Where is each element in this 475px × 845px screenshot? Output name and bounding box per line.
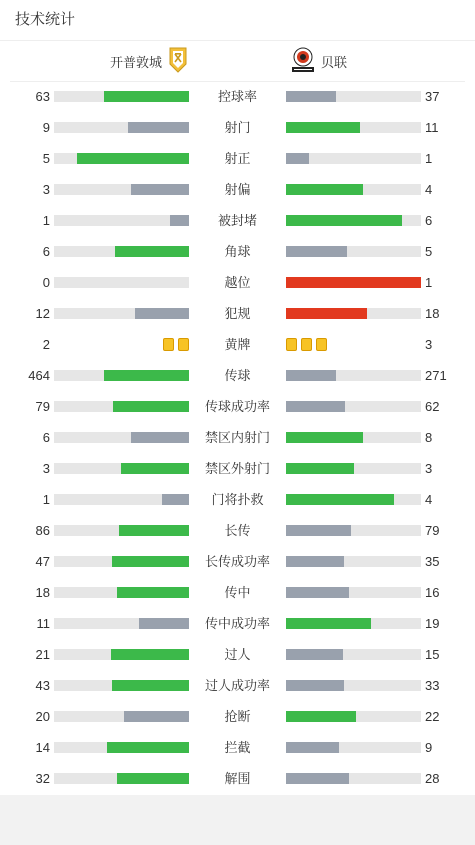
away-value: 28 (425, 771, 440, 786)
stat-row (0, 763, 475, 794)
home-value: 63 (35, 89, 50, 104)
home-bar (121, 463, 189, 474)
away-bar (286, 91, 336, 102)
away-bar (286, 711, 356, 722)
home-bar-track (54, 525, 189, 536)
stat-label: 射偏 (224, 182, 251, 197)
home-value: 5 (42, 151, 50, 166)
away-bar (286, 587, 349, 598)
home-bar-track (54, 587, 189, 598)
home-bar (107, 742, 189, 753)
away-value: 22 (425, 709, 440, 724)
home-bar-track (54, 91, 189, 102)
away-bar-track (286, 525, 421, 536)
home-value: 12 (35, 306, 50, 321)
yellow-card-icon (286, 338, 297, 351)
yellow-card-icon (316, 338, 327, 351)
away-bar (286, 153, 309, 164)
home-bar (170, 215, 189, 226)
home-bar (131, 184, 189, 195)
away-bar (286, 401, 345, 412)
away-bar-track (286, 649, 421, 660)
home-value: 21 (35, 647, 50, 662)
home-bar-track (54, 122, 189, 133)
away-team-name: 贝联 (321, 54, 348, 70)
home-value: 9 (42, 120, 50, 135)
home-bar (117, 773, 189, 784)
away-value: 35 (425, 554, 440, 569)
home-bar (119, 525, 189, 536)
away-value: 19 (425, 616, 440, 631)
stat-row (0, 174, 475, 205)
page-title: 技术统计 (15, 11, 76, 28)
home-bar-track (54, 556, 189, 567)
stat-label: 禁区内射门 (204, 430, 270, 445)
away-bar-track (286, 91, 421, 102)
home-bar (139, 618, 189, 629)
away-bar (286, 463, 354, 474)
stat-label: 拦截 (224, 740, 251, 755)
away-bar (286, 432, 363, 443)
stat-row (0, 112, 475, 143)
home-value: 86 (35, 523, 50, 538)
home-bar-track (54, 432, 189, 443)
stat-row (0, 391, 475, 422)
away-bar-track (286, 463, 421, 474)
home-bar (112, 680, 189, 691)
stat-row (0, 577, 475, 608)
away-value: 6 (425, 213, 433, 228)
stat-label: 射门 (224, 120, 251, 135)
stats-list (0, 81, 475, 794)
home-bar-track (54, 277, 189, 288)
home-value: 1 (42, 213, 50, 228)
away-value: 33 (425, 678, 440, 693)
away-bar-track (286, 711, 421, 722)
home-bar-track (54, 184, 189, 195)
away-value: 3 (425, 461, 433, 476)
away-bar-track (286, 246, 421, 257)
away-value: 5 (425, 244, 433, 259)
away-bar-track (286, 370, 421, 381)
home-value: 43 (35, 678, 50, 693)
away-yellow-cards (286, 338, 327, 351)
away-bar-track (286, 401, 421, 412)
home-value: 47 (35, 554, 50, 569)
home-value: 14 (35, 740, 50, 755)
away-bar (286, 277, 421, 288)
stat-label: 长传成功率 (204, 554, 270, 569)
home-bar (104, 91, 189, 102)
stat-row (0, 515, 475, 546)
home-bar-track (54, 742, 189, 753)
away-value: 8 (425, 430, 433, 445)
home-value: 0 (42, 275, 50, 290)
home-value: 2 (42, 337, 50, 352)
home-value: 18 (35, 585, 50, 600)
away-bar (286, 494, 394, 505)
home-value: 32 (35, 771, 50, 786)
away-value: 3 (425, 337, 433, 352)
home-value: 3 (42, 461, 50, 476)
home-bar-track (54, 711, 189, 722)
away-value: 1 (425, 275, 433, 290)
stat-label: 长传 (224, 523, 251, 538)
home-value: 3 (42, 182, 50, 197)
home-bar-track (54, 370, 189, 381)
away-bar-track (286, 308, 421, 319)
away-bar-track (286, 184, 421, 195)
home-bar (77, 153, 189, 164)
away-bar (286, 680, 344, 691)
home-bar (113, 401, 189, 412)
away-bar (286, 556, 344, 567)
away-bar (286, 773, 349, 784)
home-bar-track (54, 680, 189, 691)
away-value: 16 (425, 585, 440, 600)
away-bar-track (286, 618, 421, 629)
away-bar (286, 246, 347, 257)
away-value: 15 (425, 647, 440, 662)
home-team-name: 开普敦城 (109, 54, 162, 70)
stat-label: 控球率 (217, 89, 257, 104)
away-bar-track (286, 153, 421, 164)
stat-row (0, 732, 475, 763)
stat-row (0, 670, 475, 701)
home-value: 464 (28, 368, 50, 383)
away-bar-track (286, 587, 421, 598)
away-bar-track (286, 277, 421, 288)
home-bar (104, 370, 189, 381)
stat-label: 过人成功率 (204, 678, 270, 693)
cape-town-city-crest-icon (168, 47, 188, 76)
away-bar (286, 122, 360, 133)
home-bar (162, 494, 189, 505)
stat-label: 犯规 (224, 306, 251, 321)
belouizdad-crest-icon (291, 47, 315, 76)
home-bar (124, 711, 189, 722)
stat-row (0, 701, 475, 732)
away-value: 1 (425, 151, 433, 166)
home-value: 1 (42, 492, 50, 507)
away-value: 11 (425, 120, 439, 135)
home-bar (115, 246, 189, 257)
stat-label: 被封堵 (217, 213, 257, 228)
home-bar-track (54, 463, 189, 474)
away-value: 4 (425, 492, 433, 507)
home-bar-track (54, 308, 189, 319)
home-value: 6 (42, 430, 50, 445)
away-value: 62 (425, 399, 440, 414)
home-bar (135, 308, 189, 319)
stat-row (0, 608, 475, 639)
home-bar (111, 649, 189, 660)
stat-row (0, 81, 475, 112)
away-value: 37 (425, 89, 440, 104)
away-bar-track (286, 680, 421, 691)
away-bar-track (286, 742, 421, 753)
stat-label: 门将扑救 (211, 492, 264, 507)
stat-label: 过人 (224, 647, 251, 662)
home-value: 20 (35, 709, 50, 724)
home-value: 79 (35, 399, 50, 414)
away-bar-track (286, 773, 421, 784)
away-bar (286, 742, 339, 753)
away-value: 4 (425, 182, 433, 197)
home-bar-track (54, 494, 189, 505)
home-bar-track (54, 618, 189, 629)
home-bar-track (54, 773, 189, 784)
stat-label: 角球 (224, 244, 251, 259)
yellow-card-icon (178, 338, 189, 351)
away-bar-track (286, 215, 421, 226)
home-bar-track (54, 215, 189, 226)
away-bar (286, 649, 343, 660)
away-bar-track (286, 432, 421, 443)
away-bar (286, 215, 402, 226)
home-value: 11 (36, 616, 50, 631)
away-bar (286, 308, 367, 319)
home-bar (128, 122, 189, 133)
stat-label: 传球 (224, 368, 251, 383)
stat-row (0, 298, 475, 329)
stat-row (0, 205, 475, 236)
stat-label: 解围 (224, 771, 251, 786)
home-bar (112, 556, 189, 567)
stat-label: 抢断 (224, 709, 251, 724)
away-bar (286, 184, 363, 195)
stat-row (0, 143, 475, 174)
stat-label: 射正 (224, 151, 251, 166)
stat-row (0, 453, 475, 484)
away-team[interactable] (291, 47, 347, 75)
home-team[interactable] (110, 47, 188, 75)
stat-row (0, 236, 475, 267)
stat-label: 传球成功率 (204, 399, 270, 414)
stat-row (0, 360, 475, 391)
stat-label: 传中 (224, 585, 251, 600)
home-value: 6 (42, 244, 50, 259)
stat-row (0, 639, 475, 670)
home-bar (117, 587, 189, 598)
yellow-card-icon (301, 338, 312, 351)
home-bar-track (54, 153, 189, 164)
stat-row (0, 267, 475, 298)
home-yellow-cards (163, 338, 189, 351)
stat-row (0, 422, 475, 453)
stat-row (0, 329, 475, 360)
away-bar-track (286, 494, 421, 505)
away-bar-track (286, 122, 421, 133)
away-bar-track (286, 556, 421, 567)
yellow-card-icon (163, 338, 174, 351)
home-bar (131, 432, 189, 443)
home-bar-track (54, 649, 189, 660)
stat-row (0, 546, 475, 577)
away-value: 9 (425, 740, 433, 755)
stat-row (0, 484, 475, 515)
away-value: 271 (425, 368, 447, 383)
title-divider (0, 40, 475, 41)
away-value: 79 (425, 523, 440, 538)
home-bar-track (54, 401, 189, 412)
away-value: 18 (425, 306, 440, 321)
stat-label: 禁区外射门 (204, 461, 270, 476)
away-bar (286, 618, 371, 629)
away-bar (286, 370, 336, 381)
stat-label: 黄牌 (224, 337, 251, 352)
stat-label: 越位 (224, 275, 251, 290)
stat-label: 传中成功率 (204, 616, 270, 631)
home-bar-track (54, 246, 189, 257)
away-bar (286, 525, 351, 536)
